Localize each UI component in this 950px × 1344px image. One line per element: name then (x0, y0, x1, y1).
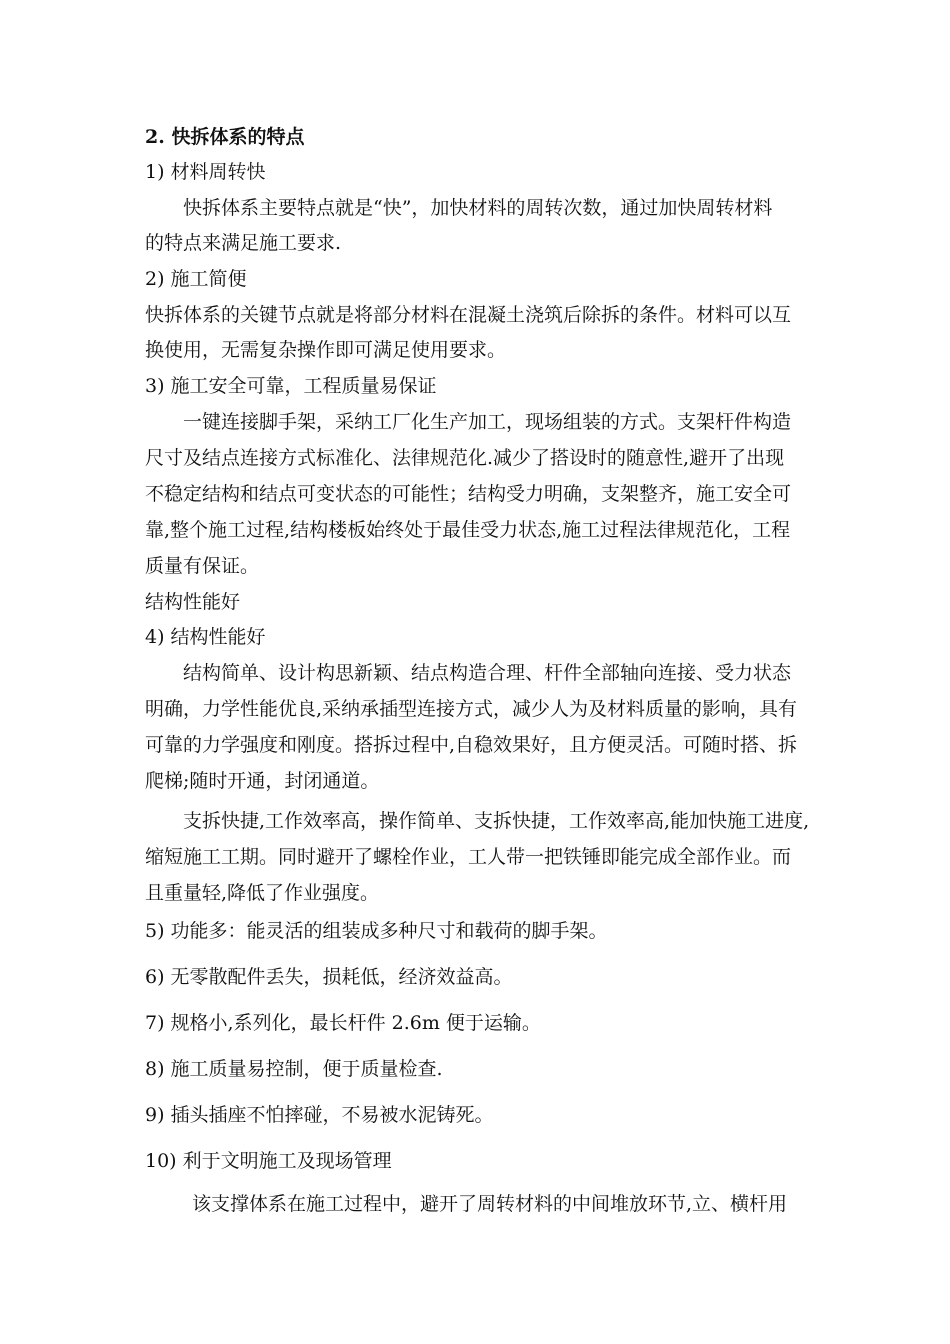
paragraph-line: 支拆快捷,工作效率高，操作简单、支拆快捷，工作效率高,能加快施工进度, (183, 810, 810, 832)
paragraph-line: 快拆体系的关键节点就是将部分材料在混凝土浇筑后除拆的条件。材料可以互 (145, 304, 792, 326)
paragraph-line: 可靠的力学强度和刚度。搭拆过程中,自稳效果好，且方便灵活。可随时搭、拆 (145, 734, 798, 756)
paragraph-line: 一键连接脚手架，采纳工厂化生产加工，现场组装的方式。支架杆件构造 (183, 411, 792, 433)
item-heading-1: 1) 材料周转快 (145, 161, 266, 183)
item-heading-10: 10) 利于文明施工及现场管理 (145, 1150, 392, 1172)
paragraph-line: 尺寸及结点连接方式标准化、法律规范化.减少了搭设时的随意性,避开了出现 (145, 447, 785, 469)
paragraph-line: 明确，力学性能优良,采纳承插型连接方式，减少人为及材料质量的影响，具有 (145, 698, 798, 720)
paragraph-line: 快拆体系主要特点就是“快”，加快材料的周转次数，通过加快周转材料 (183, 197, 773, 219)
item-heading-8: 8) 施工质量易控制，便于质量检查. (145, 1058, 443, 1080)
paragraph-line: 质量有保证。 (145, 555, 260, 577)
item-heading-2: 2) 施工简便 (145, 268, 247, 290)
paragraph-line: 且重量轻,降低了作业强度。 (145, 882, 380, 904)
paragraph-line: 的特点来满足施工要求. (145, 232, 342, 254)
section-heading: 2. 快拆体系的特点 (145, 126, 305, 148)
item-heading-9: 9) 插头插座不怕摔碰，不易被水泥铸死。 (145, 1104, 494, 1126)
paragraph-line: 该支撑体系在施工过程中，避开了周转材料的中间堆放环节,立、横杆用 (192, 1193, 788, 1215)
item-heading-5: 5) 功能多：能灵活的组装成多种尺寸和载荷的脚手架。 (145, 920, 608, 942)
item-heading-7: 7) 规格小,系列化，最长杆件 2.6m 便于运输。 (145, 1012, 541, 1034)
paragraph-line: 换使用，无需复杂操作即可满足使用要求。 (145, 339, 507, 361)
item-heading-3: 3) 施工安全可靠，工程质量易保证 (145, 375, 437, 397)
item-heading-6: 6) 无零散配件丢失，损耗低，经济效益高。 (145, 966, 513, 988)
paragraph-line: 靠,整个施工过程,结构楼板始终处于最佳受力状态,施工过程法律规范化，工程 (145, 519, 791, 541)
stray-line: 结构性能好 (145, 591, 241, 613)
paragraph-line: 缩短施工工期。同时避开了螺栓作业，工人带一把铁锤即能完成全部作业。而 (145, 846, 792, 868)
paragraph-line: 不稳定结构和结点可变状态的可能性；结构受力明确，支架整齐，施工安全可 (145, 483, 792, 505)
item-heading-4: 4) 结构性能好 (145, 626, 266, 648)
paragraph-line: 结构简单、设计构思新颖、结点构造合理、杆件全部轴向连接、受力状态 (183, 662, 792, 684)
paragraph-line: 爬梯;随时开通，封闭通道。 (145, 770, 380, 792)
